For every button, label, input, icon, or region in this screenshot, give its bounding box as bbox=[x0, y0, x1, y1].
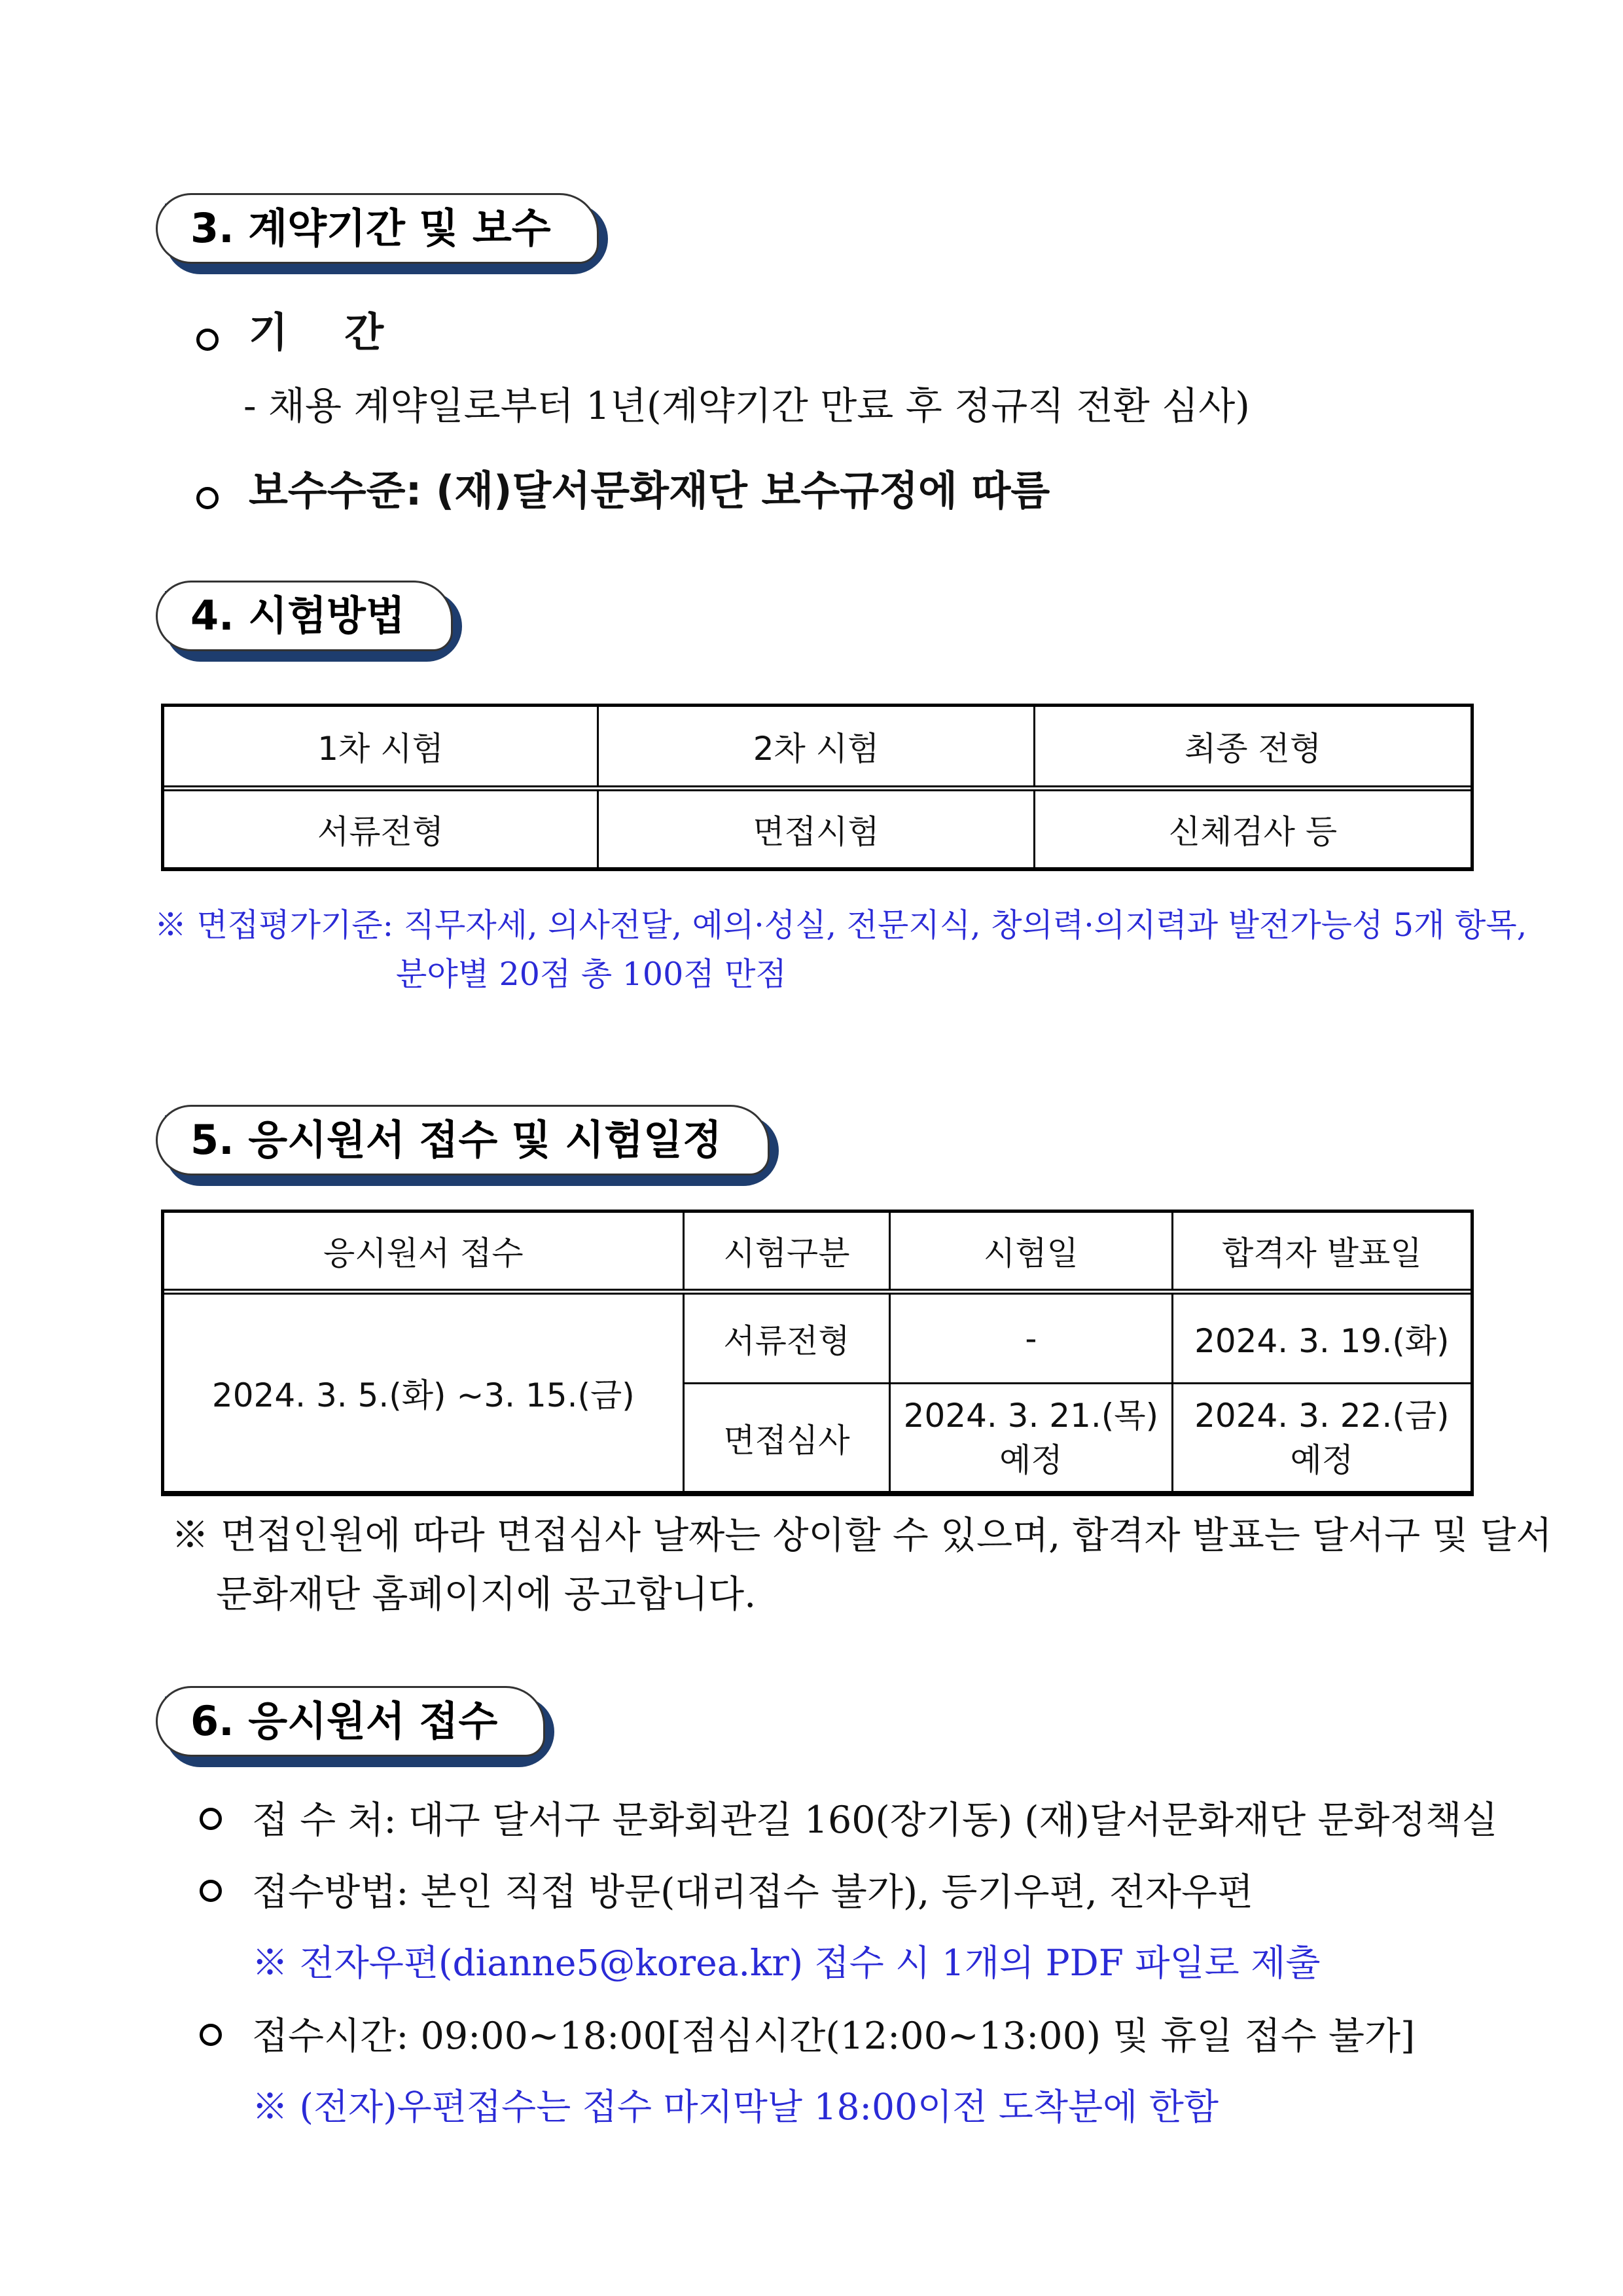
period-detail: - 채용 계약일로부터 1년(계약기간 만료 후 정규직 전환 심사) bbox=[243, 384, 1250, 428]
table-cell: 면접심사 bbox=[683, 1384, 889, 1492]
table-header-cell: 최종 전형 bbox=[1034, 706, 1471, 789]
submission-method-item bbox=[200, 1862, 1253, 1916]
table-header-cell: 시험구분 bbox=[683, 1212, 889, 1292]
table-cell bbox=[1172, 1384, 1471, 1492]
exam-date: 2024. 3. 21.(목) bbox=[903, 1396, 1159, 1435]
exam-method-table bbox=[162, 705, 1472, 869]
section-5-header bbox=[156, 1105, 770, 1175]
mail-deadline-note: ※ (전자)우편접수는 접수 마지막날 18:00이전 도착분에 한함 bbox=[252, 2086, 1219, 2128]
table-cell: 서류전형 bbox=[683, 1292, 889, 1384]
circle-bullet-icon bbox=[200, 2024, 222, 2046]
announce-date: 2024. 3. 22.(금) bbox=[1194, 1396, 1450, 1435]
evaluation-note: ※ 면접평가기준: 직무자세, 의사전달, 예의·성실, 전문지식, 창의력·의지력과 발전가능성 5개 항목, bbox=[154, 906, 1527, 944]
submission-hours-item bbox=[200, 2006, 1415, 2060]
section-6-title: 6. 응시원서 접수 bbox=[156, 1686, 545, 1757]
evaluation-note-cont: 분야별 20점 총 100점 만점 bbox=[396, 956, 787, 993]
submission-method: 접수방법: 본인 직접 방문(대리접수 불가), 등기우편, 전자우편 bbox=[252, 1871, 1254, 1914]
salary-text: 보수수준: (재)달서문화재단 보수규정에 따름 bbox=[249, 467, 1050, 514]
circle-bullet-icon bbox=[200, 1880, 222, 1902]
circle-bullet-icon bbox=[196, 329, 219, 351]
submission-place: 접 수 처: 대구 달서구 문화회관길 160(장기동) (재)달서문화재단 문화정책실 bbox=[252, 1799, 1498, 1842]
table-header-cell: 2차 시험 bbox=[598, 706, 1035, 789]
section-4-header bbox=[156, 581, 453, 651]
table-cell bbox=[890, 1384, 1172, 1492]
section-3-title: 3. 계약기간 및 보수 bbox=[156, 193, 599, 264]
section-3-header bbox=[156, 193, 599, 264]
section-4-title: 4. 시험방법 bbox=[156, 581, 453, 651]
table-cell: 신체검사 등 bbox=[1034, 789, 1471, 869]
table-row bbox=[164, 789, 1472, 869]
table-cell: - bbox=[890, 1292, 1172, 1384]
table-cell: 면접시험 bbox=[598, 789, 1035, 869]
circle-bullet-icon bbox=[196, 487, 219, 509]
table-header-cell: 시험일 bbox=[890, 1212, 1172, 1292]
table-header-cell: 합격자 발표일 bbox=[1172, 1212, 1471, 1292]
table-row bbox=[164, 1292, 1472, 1384]
schedule-note-cont: 문화재단 홈페이지에 공고합니다. bbox=[216, 1573, 757, 1616]
salary-item bbox=[196, 458, 1050, 516]
schedule-table bbox=[162, 1211, 1472, 1493]
period-item bbox=[196, 300, 383, 358]
section-5-title: 5. 응시원서 접수 및 시험일정 bbox=[156, 1105, 770, 1175]
email-note: ※ 전자우편(dianne5@korea.kr) 접수 시 1개의 PDF 파일로 제출 bbox=[252, 1942, 1321, 1984]
announce-date-note: 예정 bbox=[1290, 1441, 1354, 1479]
table-header-cell: 응시원서 접수 bbox=[164, 1212, 684, 1292]
schedule-note: ※ 면접인원에 따라 면접심사 날짜는 상이할 수 있으며, 합격자 발표는 달서구 및 달서 bbox=[171, 1514, 1552, 1557]
period-label: 기 간 bbox=[249, 308, 384, 356]
exam-date-note: 예정 bbox=[999, 1441, 1063, 1479]
circle-bullet-icon bbox=[200, 1808, 222, 1830]
submission-hours: 접수시간: 09:00~18:00[점심시간(12:00~13:00) 및 휴일 접수 불가] bbox=[252, 2015, 1416, 2058]
table-header-row bbox=[164, 1212, 1472, 1292]
table-cell: 2024. 3. 19.(화) bbox=[1172, 1292, 1471, 1384]
section-6-header bbox=[156, 1686, 545, 1757]
table-header-row bbox=[164, 706, 1472, 789]
submission-place-item bbox=[200, 1790, 1498, 1844]
application-period-cell: 2024. 3. 5.(화) ~3. 15.(금) bbox=[164, 1292, 684, 1492]
table-cell: 서류전형 bbox=[164, 789, 598, 869]
table-header-cell: 1차 시험 bbox=[164, 706, 598, 789]
